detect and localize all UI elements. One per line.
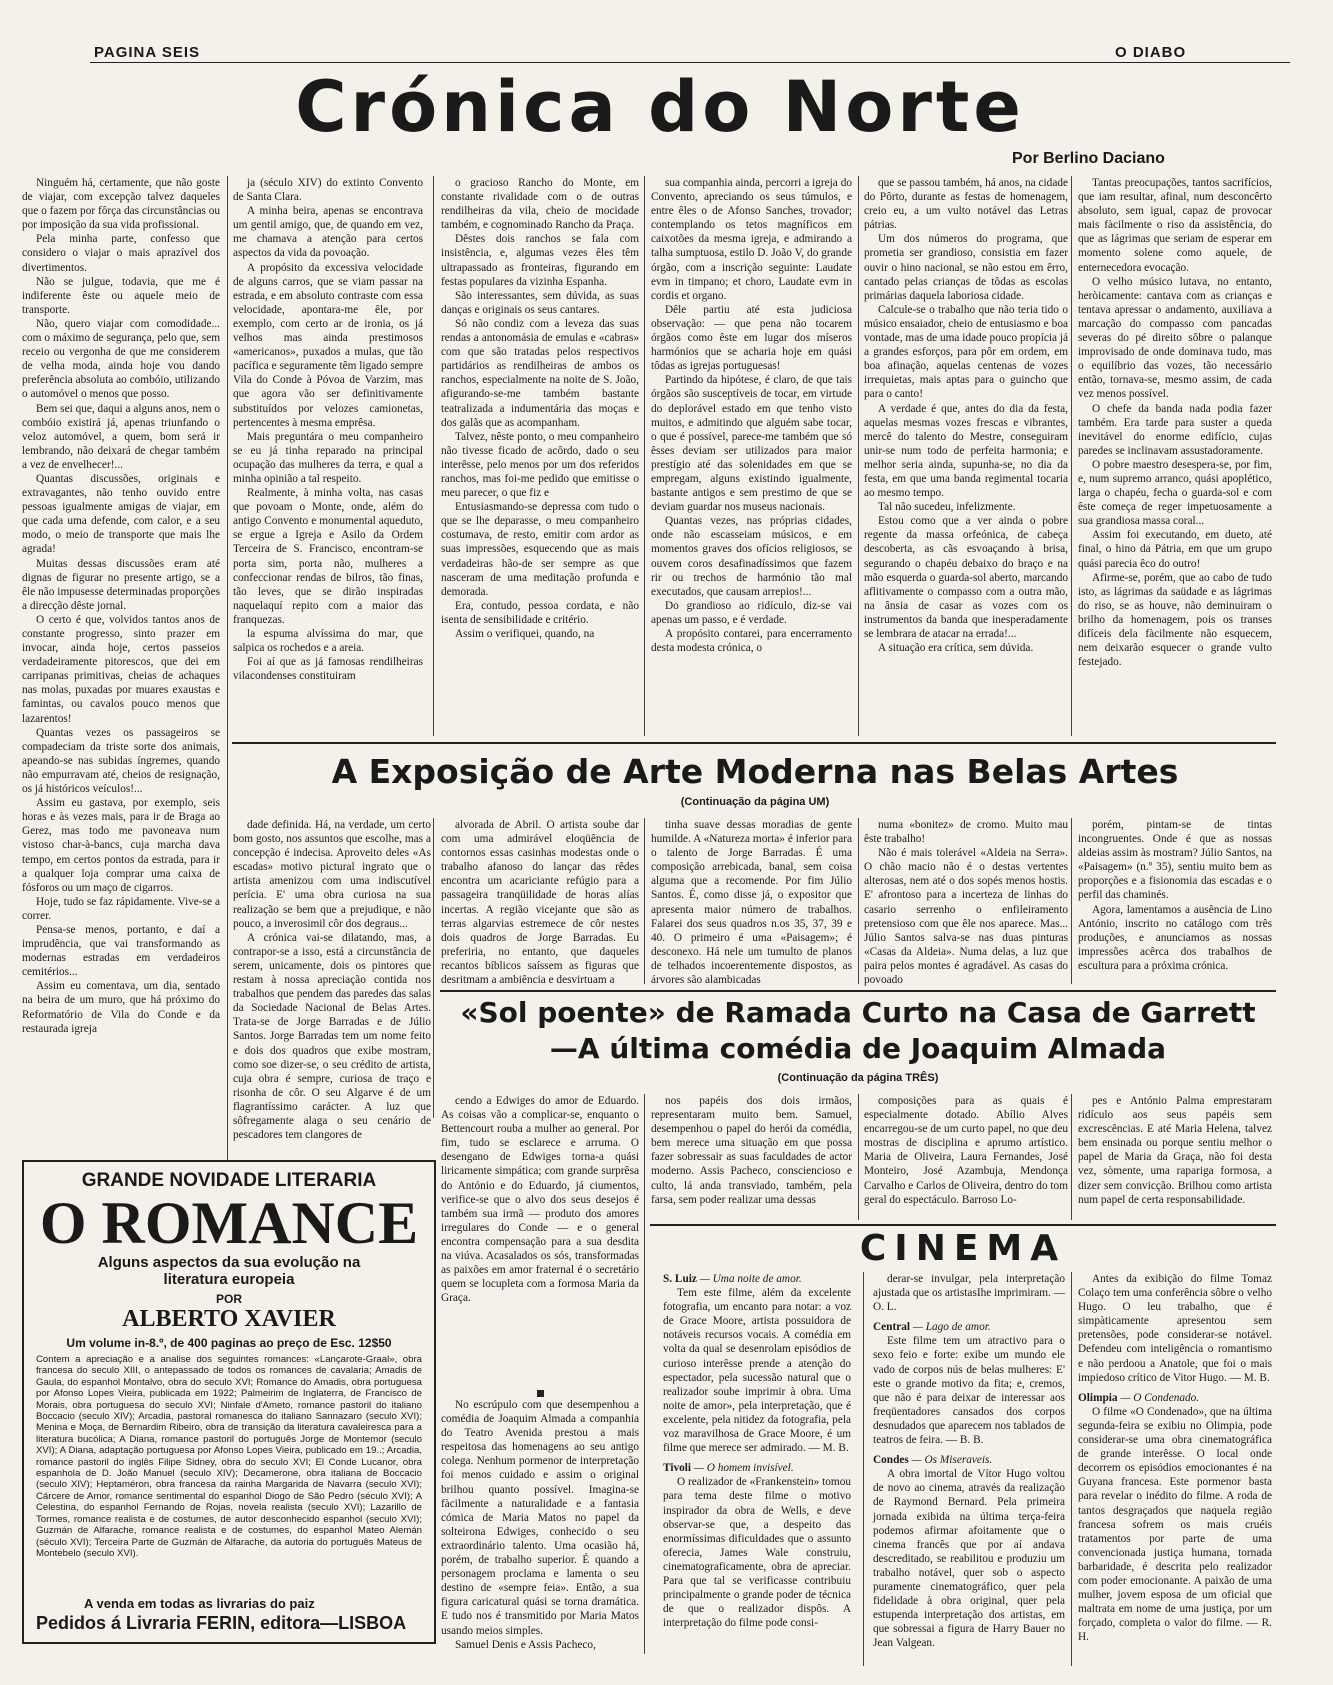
exposicao-title: A Exposição de Arte Moderna nas Belas Artes	[331, 752, 1179, 791]
book-advertisement	[22, 1160, 436, 1644]
sol-poente-column-3	[864, 1094, 1068, 1220]
header-rule	[90, 62, 1290, 63]
paragraph: Agora, lamentamos a ausência de Lino António, inscrito no catálogo com três produções, e anunciamos as nossas impressões acêrca dos trabalhos de escultura para a próxima crónica.	[1078, 903, 1272, 972]
review-heading	[1078, 1391, 1272, 1405]
paragraph: A minha beira, apenas se encontrava um gentil amigo, que, de quando em vez, me chamava a atenção para certos aspectos da vida da povoação.	[233, 205, 423, 260]
cinema-column-3	[1078, 1272, 1272, 1666]
column-rule	[644, 176, 645, 736]
review-heading	[663, 1461, 851, 1475]
cronica-column-2	[233, 176, 423, 736]
cronica-column-1	[22, 176, 220, 1178]
paper-name: O DIABO	[1115, 44, 1187, 61]
ad-body: Contem a apreciação e a analise dos seguintes romances: «Lançarote-Graal», obra francesa do seculo XIII, o antepassado de todos os romances de cavalaria; Amadis de Gaula, do espanhol Montalvo, obra do seculo XVI; Romance do Amadis, obra portuguesa por Afonso Lopes Vieira, publicada em 1922; Palmeirim de Inglaterra, de Francisco de Morais, obra portuguesa do seculo XVI; Ninfale d'Ameto, romance pastoril do italiano Boccacio (seculo XIV); Arcadia, pastoral romanesca do italiano Sannazaro (seculo XVI); Menina e Moça, de Bernardim Ribeiro, obra de transição da literatura cavaleiresca para a literatura bucólica; A Diana, romance pastoril do português Jorge de Montemor (seculo XVI); A Diana, adaptação portuguesa por Afonso Lopes Vieira, publicado em 19..; Arcadia, romance pastoril do inglês Filipe Sidney, obra do seculo XVI; El Conde Lucanor, obra espanhola de D. João Manuel (seculo XIV); Decamerone, obra italiana de Boccacio (seculo XIV); Heptaméron, obra francesa da rainha Margarida de Navarra (seculo XVI); Cárcere de Amor, romance sentimental do espanhol Diogo de São Pedro (século XVI); A Celestina, do espanhol Fernando de Rojas, novela realista (seculo XVI); Lazarillo de Tormes, romance realista e de costumes, de autor desconhecido espanhol (seculo XVI); Guzmán de Alfarache, romance realista e de costumes, do espanhol Mateo Alemán (século XVI); Terceira Parte de Guzmán de Alfarache, da autoria do português Mateus de Montebelo (seculo XVI).	[36, 1354, 422, 1559]
cinema-name: Tivoli	[663, 1462, 692, 1475]
paragraph: A verdade é que, antes do dia da festa, aquelas mesmas vozes frescas e vibrantes, mercê do talento do Mestre, conseguiram unir-se num todo de perfeita harmonia; e melhor seria ainda, supunha-se, no dia da festa, em que uma banda regimental tocaria ao mesmo tempo.	[864, 402, 1068, 500]
paragraph: A crónica vai-se dilatando, mas, a contrapor-se a isso, está a circunstância de serem, unicamente, dois os pintores que restam à nossa apreciação contida nos trabalhos que pendem das paredes das salas da Sociedade Nacional de Belas Artes. Trata-se de Jorge Barradas e de Júlio Santos. Jorge Barradas tem um nome feito e dois dos quadros que exibe mostram, como soe dizer-se, o seu crédito de artista, cuja obra é sempre, curiosa de traço e risonha de côr. O seu Algarve é de um flagrantíssimo carácter. A luz que sôfregamente alaga o seu cenário de pescadores tem clangores de	[233, 931, 431, 1142]
paragraph: São interessantes, sem dúvida, as suas danças e originais os seus cantares.	[441, 289, 639, 316]
ad-subtitle: Alguns aspectos da sua evolução na literatura europeia	[97, 1254, 361, 1288]
sol-poente-column-4	[1078, 1094, 1272, 1220]
paragraph: dade definida. Há, na verdade, um certo bom gosto, nos assuntos que escolhe, mas a concepção é indecisa. Aproveito deles «As escadas» motivo pictural ingrato que o artista amenizou com uma indiscutível perícia. E' uma obra curiosa na sua realização se bem que a prejudique, e não pouco, a inverosimil côr dos degraus...	[233, 819, 431, 930]
review-heading	[873, 1453, 1065, 1467]
column-rule	[1071, 1272, 1072, 1666]
paragraph: A propósito da excessiva velocidade de alguns carros, que se viam passar na estrada, e em absoluto contraste com essa velocidade, apontara-me êle, por exemplo, com certo ar de ironia, os já velhos mas ainda prestimosos «americanos», puxados a mulas, que tão pacífica e seguramente têm ligado sempre Vila do Conde à Póvoa de Varzim, mas que agora vão ser definitivamente substituídos por velozes camionetas, pertencentes à mesma emprêsa.	[233, 261, 423, 429]
paragraph: tinha suave dessas moradias de gente humilde. A «Natureza morta» é inferior para o talento de Jorge Barradas. É uma composição arrebicada, banal, sem coisa alguma que a recomende. Por fim Júlio Santos. É, como disse já, o expositor que apresenta maior número de trabalhos. Falarei dos seus quadros n.os 35, 37, 39 e 40. O primeiro é uma «Paisagem»; é desconexo. Há nele um tumulto de planos de telhados incoerentemente dispostos, as árvores são alambicadas	[651, 819, 852, 987]
page-label: PAGINA SEIS	[94, 44, 201, 61]
paragraph: A propósito contarei, para encerramento desta modesta crónica, o	[651, 628, 852, 655]
paragraph: Do grandioso ao ridículo, diz-se vai apenas um passo, e é verdade.	[651, 599, 852, 626]
sol-poente-title-line-1: «Sol poente» de Ramada Curto na Casa de Garrett	[460, 996, 1256, 1029]
exposicao-column-2	[441, 818, 639, 986]
sol-poente-column-1	[441, 1094, 639, 1374]
cronica-byline: Por Berlino Daciano	[1012, 150, 1165, 167]
section-rule	[232, 742, 1276, 744]
paragraph: Afirme-se, porém, que ao cabo de tudo isto, as lágrimas da saüdade e as lágrimas do riso, se as houve, não deminuiram o brilho da homenagem, pois os transes difíceis dela fàcilmente não esquecem, nem deixarão esquecer o grande vulto festejado.	[1078, 571, 1272, 669]
paragraph: Tal não sucedeu, infelizmente.	[878, 501, 1016, 514]
paragraph: Era, contudo, pessoa cordata, e não isenta de sensibilidade e critério.	[441, 599, 639, 626]
review-text: Este filme tem um atractivo para o sexo feio e forte: exibe um mundo ele vado de corpos nús de belas mulheres: E' este o grande motivo da fita; e, cremos, que não é para deixar de interessar aos freqüentadores cansados dos corpos desnudados que aparecem nos tablados de teatros de feira. — B. B.	[873, 1335, 1065, 1447]
column-rule	[1071, 818, 1072, 984]
review-text: O realizador de «Frankenstein» tomou para tema deste filme o motivo inspirador da obra de Wells, e deve observar-se que, a despeito das enormíssimas dificuldades que o assunto oferecia, James Wale construiu, cinematograficamente, obra de apreciar. Para que tal se verificasse contribuiu principalmente o grande poder de técnica de que o realizador dispôs. A interpretação do filme pode consi-	[663, 1476, 851, 1630]
paragraph: alvorada de Abril. O artista soube dar com uma admirável eloqüência de contornos essas casinhas modestas onde o trabalho afanoso do lançar das rêdes encontra um acariciante refúgio para a passageira tranqüilidade de horas alías incertas. A região vicejante que são as terras algarvias estremece de côr nestes dois quadros de Jorge Barradas. Eu preferiria, no entanto, que daqueles recantos bíblicos saíssem as figuras que desritmam a ambiência e desvirtuam a	[441, 819, 639, 987]
cinema-name: Central	[873, 1321, 911, 1334]
paragraph: composições para as quais é especialmente dotado. Abílio Alves encarregou-se de um curto papel, no que deu mostras de disciplina e aprumo artístico. Maria de Oliveira, Laura Fernandes, José Monteiro, José Azambuja, Mendonça Carvalho e Carlos de Oliveira, dentro do tom geral do espectáculo. Barroso Lo-	[864, 1095, 1068, 1206]
paragraph: O chefe da banda nada podia fazer também. Era tarde para suster a queda inevitável do enorme edifício, cujas paredes se inclinavam assustadoramente.	[1078, 402, 1272, 457]
column-rule	[644, 818, 645, 984]
cinema-column-1	[663, 1272, 851, 1666]
paragraph: Quantas discussões, originais e extravagantes, não tenho ouvido entre pessoas igualmente amigas de viajar, em que cada uma defende, com calor, e a seu modo, o meio de transporte que mais lhe agrada!	[22, 472, 220, 556]
paragraph: Assim eu gastava, por exemplo, seis horas e às vezes mais, para ir de Braga ao Gerez, mas todo me pavoneava num vistoso char-à-bancs, cuja marcha dava tempo, em certos pontos da estrada, para ir a qualquer loja comprar uma caixa de fósforos ou um maço de cigarros.	[22, 797, 220, 894]
paragraph: Não se julgue, todavia, que me é indiferente êste ou aquele meio de transporte.	[22, 275, 220, 316]
cinema-name: S. Luiz	[663, 1273, 697, 1285]
paragraph: Quantas vezes os passageiros se compadeciam da triste sorte dos animais, apeando-se nas subidas íngremes, quando não empurravam até, cheios de resignação, os já históricos veículos!...	[22, 726, 220, 796]
paragraph: la espuma alvíssima do mar, que salpica os rochedos e a areia.	[233, 628, 423, 655]
paragraph: Muitas dessas discussões eram até dignas de figurar no presente artigo, se a êle não impusesse determinadas proporções a direcção dêste jornal.	[22, 557, 220, 612]
section-rule	[440, 990, 1276, 992]
review-text: derar-se invulgar, pela interpretação ajustada que os artistasIhe imprimiram. — O. L.	[873, 1273, 1065, 1314]
section-rule	[650, 1224, 1276, 1226]
paragraph: Hoje, tudo se faz rápidamente. Vive-se a correr.	[22, 895, 220, 922]
column-rule	[863, 1272, 864, 1666]
ad-kicker: GRANDE NOVIDADE LITERARIA	[81, 1170, 377, 1191]
cronica-column-6	[1078, 176, 1272, 736]
paragraph: Pela minha parte, confesso que considero o viajar o mais aprazível dos divertimentos.	[22, 233, 220, 274]
paragraph: Entusiasmando-se depressa com tudo o que se lhe deparasse, o meu companheiro costumava, de resto, emitir com ardor as suas impressões, esquecendo que as mais verdadeiras hão-de ser sempre as que nasceram de uma meditação profunda e demorada.	[441, 501, 639, 598]
film-title: — Uma noite de amor.	[696, 1273, 802, 1285]
column-rule	[1071, 176, 1072, 736]
paragraph: Foi aí que as já famosas rendilheiras vilacondenses constituiram	[233, 656, 423, 683]
cinema-name: Olimpia	[1078, 1391, 1118, 1404]
column-rule	[227, 176, 228, 1176]
paragraph: O pobre maestro desespera-se, por fim, e, num supremo arranco, quási apoplético, larga o chapéu, fecha o guarda-sol e com êste começa de reger impetuosamente a sua grandiosa massa coral...	[1078, 458, 1272, 528]
paragraph: Não, quero viajar com comodidade... com o máximo de segurança, pelo que, sem receio ou vergonha de que me considerem de velha moda, ainda hoje vou dando preferência absoluta ao combóio, utilizando o automóvel o menos que posso.	[22, 317, 220, 401]
column-rule	[1071, 1094, 1072, 1220]
cronica-column-5	[864, 176, 1068, 736]
paragraph: que se passou também, há anos, na cidade do Pôrto, durante as festas de homenagem, creio eu, a um vulto notável das Letras pátrias.	[864, 177, 1068, 232]
cronica-column-4	[651, 176, 852, 736]
paragraph: porém, pintam-se de tintas incongruentes. Onde é que as nossas aldeias assim às mostram? Júlio Santos, na «Paisagem» (n.º 35), sentiu muito bem as proporções e a fisionomia das escadas e o perfil das chaminés.	[1078, 819, 1272, 902]
paragraph: Não é mais tolerável «Aldeia na Serra». O chão macio não é o destas vertentes alterosas, nem até o dos sopés menos hostis. E' afrontoso para a incerteza de linhas do casario serrenho o enfileiramento pretensioso com que êle nos aparece. Mas... Júlio Santos salva-se nas duas pinturas «Casas da Aldeia». Numa delas, a luz que paira pelos montes é agradável. As casas do povoado	[864, 847, 1068, 987]
paragraph: Mais preguntára o meu companheiro se eu já tinha reparado na principal ocupação das mulheres da terra, e qual a minha opinião a tal respeito.	[233, 430, 423, 485]
exposicao-column-3	[651, 818, 852, 986]
paragraph: numa «bonitez» de cromo. Muito mau êste trabalho!	[864, 819, 1068, 846]
ad-title: O ROMANCE	[39, 1190, 419, 1256]
ad-price: Um volume in-8.º, de 400 paginas ao preço de Esc. 12$50	[66, 1336, 392, 1350]
exposicao-column-1	[233, 818, 431, 1142]
column-rule	[644, 1094, 645, 1654]
film-title: — Lago de amor.	[910, 1321, 991, 1334]
review-text: A obra imortal de Vítor Hugo voltou de novo ao cinema, através da realização de Raymond Bernard. Pela primeira jornada exibida na última terça-feira podemos afirmar afoitamente que o cinema francês que por aí andava descreditado, se reabilitou e produziu um trabalho notável, quer sob o aspecto puramente cinematográfico, quer pela fidelidade à obra original, quer pela estupenda interpretação dos artistas, em que sobressai a figura de Harry Bauer no Jean Valgean.	[873, 1468, 1065, 1650]
paragraph: Ninguém há, certamente, que não goste de viajar, com excepção talvez daqueles que o fazem por fôrça das circunstâncias ou por imposição da sua vida profissional.	[22, 177, 220, 232]
film-title: — Os Miseraveis.	[908, 1454, 993, 1467]
paragraph: Estou como que a ver ainda o pobre regente da massa orfeónica, de cabeça descoberta, as cãs esvoaçando à brisa, segurando o chapéu debaixo do braço e na mão esquerda o guarda-sol aberto, marcando aflitivamente o compasso com a outra mão, na ânsia de casar as vozes com os instrumentos da banda que inesperadamente se lembrara de atacar na errada!...	[864, 515, 1068, 640]
sol-poente-column-1-continued	[441, 1398, 639, 1666]
paragraph: o gracioso Rancho do Monte, em constante rivalidade com o de outras rendilheiras da vila, cheio de mocidade também, e cognominado Rancho da Praça.	[441, 177, 639, 232]
paragraph: Só não condiz com a leveza das suas rendas a antonomásia de emulas e «cabras» com que são tratadas pelos respectivos partidários as rendilheiras de ambos os ranchos, especialmente na noite de S. João, afigurando-se-me também bastante teatralizada a indumentária das moças e dos galãs que as acompanham.	[441, 317, 639, 429]
paragraph: Dêle partiu até esta judiciosa observação: — que pena não tocarem órgãos como êste em lugar dos míseros harmónios que se acharia hoje em quási tôdas as igrejas portuguesas!	[651, 303, 852, 373]
paragraph: Samuel Denis e Assis Pacheco,	[455, 1638, 596, 1651]
paragraph: Assim foi executando, em dueto, até final, o hino da Pátria, em que um grupo quási parecia êco do outro!	[1078, 529, 1272, 570]
column-rule	[858, 176, 859, 736]
cronica-column-3	[441, 176, 639, 736]
cinema-column-2	[873, 1272, 1065, 1666]
review-heading	[663, 1272, 851, 1286]
cinema-name: Condes	[873, 1454, 909, 1467]
sol-poente-column-2	[651, 1094, 852, 1220]
paragraph: O certo é que, volvidos tantos anos de constante progresso, sinto prazer em invocar, ainda hoje, certos passeios verdadeiramente pitorescos, que dei em carripanas primitivas, cheias de achaques nas molas, puxadas por muares exaustas e famintas, ou cavalos pouco menos que lazarentos!	[22, 613, 220, 725]
ad-sale: A venda em todas as livrarias do paiz	[84, 1596, 315, 1611]
sol-poente-title-line-2: —A última comédia de Joaquim Almada	[549, 1032, 1167, 1065]
column-rule	[858, 1094, 859, 1220]
sol-poente-continuation: (Continuação da página TRÊS)	[777, 1072, 939, 1084]
paragraph: A situação era crítica, sem dúvida.	[878, 642, 1034, 655]
paragraph: O velho músico lutava, no entanto, heròicamente: cantava com as crianças e tentava apressar o andamento, auxiliava a marcação do compasso com pancadas severas do pé direito sôbre o palanque improvisado de onde dominava tudo, mas o equilíbrio das vozes, tão necessário então, tornava-se, mesmo assim, de cada vez menos possível.	[1078, 275, 1272, 401]
film-title: — O homem invisível.	[691, 1462, 794, 1475]
exposicao-continuation: (Continuação da página UM)	[680, 796, 830, 808]
paragraph: Quantas vezes, nas próprias cidades, onde não escasseiam músicos, e em momentos graves dos ofícios religiosos, se ouvem coros desafinadíssimos que fazem rir ou trechos de harmónio tão mal executados, que causam arrepios!...	[651, 515, 852, 598]
exposicao-column-5	[1078, 818, 1272, 986]
paragraph: nos papéis dos dois irmãos, representaram muito bem. Samuel, desempenhou o papel do herói da comédia, bem merece uma situação em que possa fazer sobressair as suas faculdades de actor moderno. Assis Pacheco, consciencioso e culto, lá anda transviado, também, pela farsa, sem poder realizar uma dessas	[651, 1095, 852, 1206]
paragraph: Calcule-se o trabalho que não teria tido o músico ensaiador, cheio de entusiasmo e boa vontade, mas de uma idade pouco propícia já a grandes esforços, para pôr em ordem, em boa afinação, aquelas centenas de vozes irrequietas, mais aptas para o guincho que para o canto!	[864, 303, 1068, 401]
column-rule	[433, 176, 434, 736]
cinema-title: CINEMA	[859, 1228, 1067, 1269]
column-rule	[433, 818, 434, 1118]
paragraph: Um dos números do programa, que prometia ser grandioso, consistia em fazer ouvir o hino nacional, se não estou em êrro, cantado pelas crianças de tôdas as escolas primárias daquela laboriosa cidade.	[864, 233, 1068, 302]
review-text: Antes da exibição do filme Tomaz Colaço tem uma conferência sôbre o velho Hugo. O leu trabalho, que é simpàticamente apresentou sem pretensões, pode considerar-se notável. Defendeu com inteligência o romantismo e não perdoou a Anatole, que foi o mais impiedoso crítico de Vitor Hugo. — M. B.	[1078, 1273, 1272, 1384]
paragraph: pes e António Palma emprestaram ridículo aos seus papéis sem excrescências. E até Maria Helena, talvez bem ensinada ou porque sentiu melhor o papel de Maria da Graça, não foi desta vez, sòmente, uma rapariga formosa, a dizer sem convicção. Brilhou como artista num papel de certa responsabilidade.	[1078, 1095, 1272, 1206]
review-heading	[873, 1320, 1065, 1334]
ad-author: ALBERTO XAVIER	[122, 1306, 336, 1332]
paragraph: Talvez, nêste ponto, o meu companheiro não tivesse ficado de acôrdo, dado o seu interêsse, pelo menos por um dos referidos ranchos, mas foi-me pedido que emitisse o meu parecer, o que fiz e	[441, 430, 639, 500]
paragraph: sua companhia ainda, percorri a igreja do Convento, apreciando os seus túmulos, e entre êles o de Afonso Sanches, trovador; contemplando os tetos magníficos em caixotões da mesma igreja, e admirando a talha sumptuosa, estilo D. João V, do grande órgão, com a inscrição seguinte: Laudate evm in timpano; et choro, Laudate evm in cordis et organo.	[651, 177, 852, 302]
ad-orders: Pedidos á Livraria FERIN, editora—LISBOA	[36, 1613, 407, 1633]
cronica-title: Crónica do Norte	[295, 66, 1025, 148]
paragraph: ja (século XIV) do extinto Convento de Santa Clara.	[233, 177, 423, 204]
review-text: Tem este filme, além da excelente fotografia, um encanto para notar: a voz de Grace Moore, artista possuidora de notáveis recursos vocais. A comédia em volta da qual se desenrolam episódios de curioso interêsse prende a atenção do espectador, pela sucessão natural que o realizador soube imprimir à obra. Uma noite de amor», pela interpretação, que é excelente, pela nitidez da fotografia, pela voz maravilhosa de Grace Moore, é um filme que merece ser admirado. — M. B.	[663, 1287, 851, 1455]
paragraph: Assim o verifiquei, quando, na	[455, 628, 595, 640]
exposicao-column-4	[864, 818, 1068, 986]
paragraph: Assim eu comentava, um dia, sentado na beira de um muro, que há próximo do Reformatório de Vila do Conde e da restaurada igreja	[22, 980, 220, 1035]
paragraph: Partindo da hipótese, é claro, de que tais órgãos são susceptíveis de tocar, em virtude do deplorável estado em que tenho visto muitos, e admitindo que alguém sabe tocar, o que é possível, parece-me também que só êsses deviam ser utilizados para maior prestígio até das solenidades em que se empregam, alguns existindo igualmente, bastante antigos e sem prestimo de que se deviam guardar nos museus nacionais.	[651, 374, 852, 514]
paragraph: Realmente, à minha volta, nas casas que povoam o Monte, onde, além do antigo Convento e monumental aqueduto, se ergue a Igreja e Asilo da Ordem Terceira de S. Francisco, encontram-se porta sim, porta não, mulheres a confeccionar rendas de bilros, tão finas, tão leves, que se dirão inspiradas naquelaquí repito com a maior das franquezas.	[233, 487, 423, 626]
paragraph: cendo a Edwiges do amor de Eduardo. As coisas vão a complicar-se, enquanto o Bettencourt rouba a mulher ao general. Por fim, tudo se esclarece e arruma. O desengano de Edwiges torna-a quási liricamente simpática; com grande surprêsa do António e do Eduardo, já ciumentos, verifice-se que o alvo dos seus desejos é também sua irmã — produto dos amores irregulares do Conde — e o general encontra compensação para a sua desdita na viúva. Acasalados os sós, transformadas as paixões em amor fraternal é o secretário quem se locupleta com a formosa Maria da Graça.	[441, 1095, 639, 1305]
paragraph: Tantas preocupações, tantos sacrifícios, que iam resultar, afinal, num desconcêrto absoluto, sem igual, capaz de provocar mais fàcilmente o riso da assistência, do que as lágrimas que seriam de esperar em momento solene como aquele, de enternecedora evocação.	[1078, 177, 1272, 274]
paragraph: Dêstes dois ranchos se fala com insistência, e, algumas vezes êles têm ultrapassado as fronteiras, figurando em festas populares da vizinha Espanha.	[441, 233, 639, 288]
review-text: O filme «O Condenado», que na última segunda-feira se exibiu no Olimpia, pode considerar-se uma obra cinematográfica de grande interêsse. O local onde decorrem os episódios emocionantes é na Guyana francesa. Este pormenor basta para revelar o inédito do filme. A roda de tantos desgraçados que naquela região francesa sofrem os mais cruéis tratamentos por parte de uma convencionada justiça humana, tornada barbaridade, é descrita pelo realizador com poder emocionante. A paixão de uma mulher, jovem esposa de um oficial que maltrata em nome de uma justiça, por um forçado, completa o valor do filme. — R. H.	[1078, 1405, 1272, 1644]
ad-por: POR	[215, 1292, 242, 1306]
paragraph: Bem sei que, daqui a alguns anos, nem o combóio existirá já, apenas triunfando o veloz automóvel, a quem, bom será ir lembrando, não deixará de chegar também a vez de envelhecer!...	[22, 402, 220, 471]
column-rule	[858, 818, 859, 984]
film-title: — O Condenado.	[1117, 1391, 1200, 1404]
paragraph: No escrúpulo com que desempenhou a comédia de Joaquim Almada a companhia do Teatro Avenida prestou a mais respeitosa das homenagens ao seu antigo colega. Nenhum pormenor de interpretação foi menos cuidado e assim o original brilhou quanto possível. Imagina-se fàcilmente a naturalidade e a fantasia cómica de Maria Matos no papel da solteirona Edwiges, conhecido o seu extraordinário talento. Uma ocasião há, porém, de trabalho superior. É quando a personagem proclama e lamenta o seu destino de «sempre feia». Então, a sua figura caricatural quási se torna dramática. E tudo nos é transmitido por Maria Matos usando meios simples.	[441, 1399, 639, 1637]
paragraph: Pensa-se menos, portanto, e daí a imprudência, que vai transformando as modernas estradas em verdadeiros cemitérios...	[22, 923, 220, 979]
